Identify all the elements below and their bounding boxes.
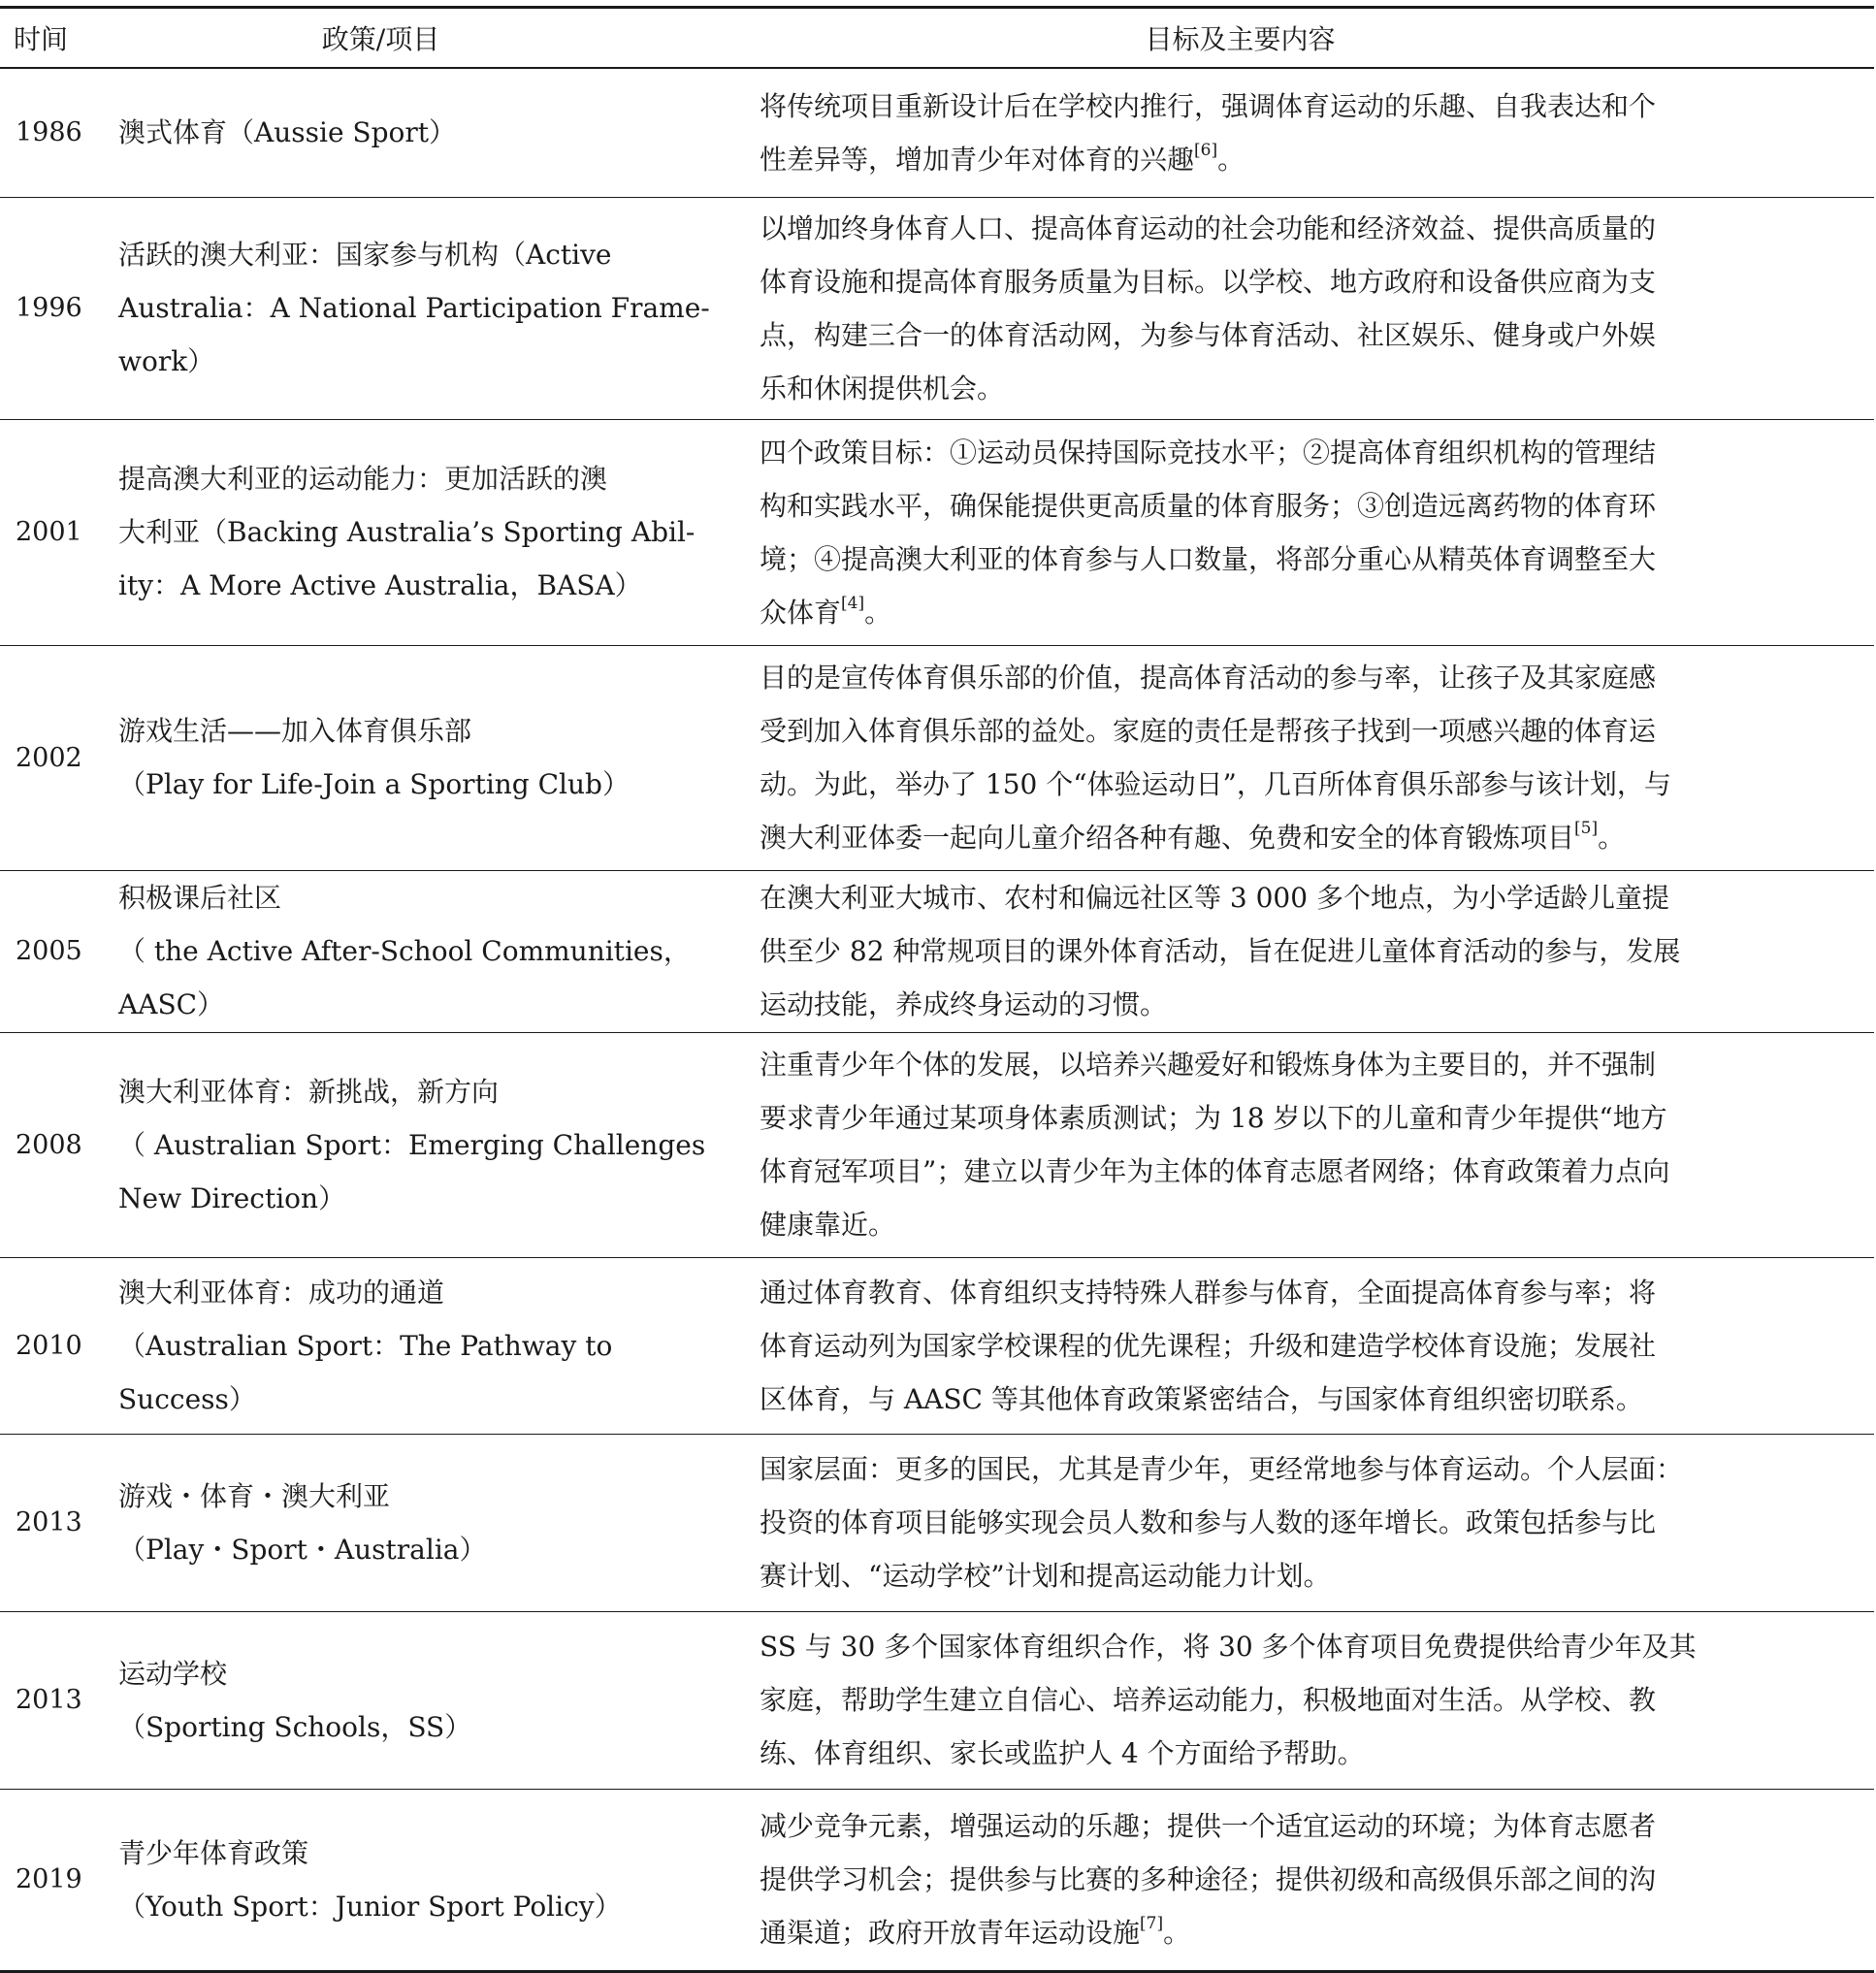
content-text: 众体育 [760,596,842,629]
policy-line: Australia：A National Participation Frame- [118,292,710,324]
policy-line: ity：A More Active Australia，BASA） [118,569,642,601]
policy-line: （Australian Sport：The Pathway to [118,1329,613,1362]
content-text: SS 与 30 多个国家体育组织合作，将 30 多个体育项目免费提供给青少年及其 [760,1631,1697,1663]
policy-table [0,6,1874,1973]
content-line [760,426,1851,479]
table-row [0,645,1874,870]
sentence-end: 。 [1598,822,1626,854]
content-text: 要求青少年通过某项身体素质测试；为 18 岁以下的儿童和青少年提供“地方 [760,1102,1667,1134]
header-content: 目标及主要内容 [732,8,1874,69]
citation-ref: [6] [1194,140,1218,160]
content-text: 性差异等，增加青少年对体育的兴趣 [760,143,1195,176]
content-text: 区体育，与 AASC 等其他体育政策紧密结合，与国家体育组织密切联系。 [760,1382,1643,1415]
policy-line: 运动学校 [118,1657,228,1690]
policy-line: （Play for Life-Join a Sporting Club） [118,768,630,800]
content-line [760,1906,1851,1959]
policy-line: 游戏・体育・澳大利亚 [118,1479,391,1512]
cell-year: 2008 [0,1032,107,1257]
content-line [760,1496,1851,1549]
sentence-end: 。 [1217,143,1245,176]
content-line [760,1442,1851,1496]
cell-policy [107,1032,732,1257]
cell-year: 2002 [0,645,107,870]
cell-content [732,870,1874,1032]
content-text: 供至少 82 种常规项目的课外体育活动，旨在促进儿童体育活动的参与，发展 [760,935,1681,967]
policy-line: AASC） [118,988,225,1020]
cell-year: 2001 [0,419,107,645]
cell-year: 2010 [0,1257,107,1434]
table-header [0,8,1874,69]
content-text: 通过体育教育、体育组织支持特殊人群参与体育，全面提高体育参与率；将 [760,1276,1657,1309]
cell-policy [107,1257,732,1434]
content-line [760,533,1851,586]
policy-line: （Youth Sport：Junior Sport Policy） [118,1890,622,1923]
content-line [760,586,1851,639]
content-text: 目的是宣传体育俱乐部的价值，提高体育活动的参与率，让孩子及其家庭感 [760,662,1657,694]
cell-year: 2005 [0,870,107,1032]
cell-year: 2019 [0,1789,107,1971]
table-row [0,1611,1874,1789]
table-row [0,1434,1874,1611]
content-text: 运动技能，养成终身运动的习惯。 [760,988,1168,1020]
table-row [0,419,1874,645]
content-line [760,1198,1851,1251]
content-text: 四个政策目标：①运动员保持国际竞技水平；②提高体育组织机构的管理结 [760,436,1657,469]
policy-line: （ Australian Sport：Emerging Challenges [118,1128,706,1161]
content-line [760,80,1851,133]
citation-ref: [4] [841,593,865,613]
content-text: 赛计划、“运动学校”计划和提高运动能力计划。 [760,1560,1331,1592]
cell-policy [107,419,732,645]
content-line [760,704,1851,758]
content-line [760,1373,1851,1426]
content-line [760,978,1851,1031]
citation-ref: [5] [1574,819,1599,838]
table-row [0,870,1874,1032]
policy-line: 提高澳大利亚的运动能力：更加活跃的澳 [118,463,608,495]
content-line [760,871,1851,924]
cell-policy [107,1789,732,1971]
policy-line: 澳大利亚体育：新挑战，新方向 [118,1075,500,1108]
policy-line: 活跃的澳大利亚：国家参与机构（Active [118,239,612,271]
content-line [760,1266,1851,1319]
content-line [760,758,1851,811]
cell-policy [107,197,732,419]
cell-policy [107,68,732,197]
cell-content [732,1032,1874,1257]
content-line [760,1091,1851,1145]
content-line [760,1673,1851,1727]
cell-content [732,197,1874,419]
content-line [760,1319,1851,1373]
content-text: 受到加入体育俱乐部的益处。家庭的责任是帮孩子找到一项感兴趣的体育运 [760,715,1657,747]
policy-line: （Play・Sport・Australia） [118,1533,487,1566]
content-text: 投资的体育项目能够实现会员人数和参与人数的逐年增长。政策包括参与比 [760,1506,1657,1538]
content-line [760,255,1851,308]
content-line [760,479,1851,533]
policy-line: New Direction） [118,1181,346,1214]
cell-year: 2013 [0,1611,107,1789]
table-row [0,197,1874,419]
content-text: 动。为此，举办了 150 个“体验运动日”，几百所体育俱乐部参与该计划，与 [760,768,1671,800]
content-line [760,133,1851,186]
cell-policy [107,645,732,870]
content-line [760,1038,1851,1091]
policy-line: Success） [118,1382,256,1415]
content-text: 澳大利亚体委一起向儿童介绍各种有趣、免费和安全的体育锻炼项目 [760,822,1575,854]
content-text: 将传统项目重新设计后在学校内推行，强调体育运动的乐趣、自我表达和个 [760,89,1657,122]
cell-content [732,645,1874,870]
table-row [0,1257,1874,1434]
cell-content [732,419,1874,645]
policy-line: work） [118,345,215,377]
content-text: 点，构建三合一的体育活动网，为参与体育活动、社区娱乐、健身或户外娱 [760,318,1657,351]
content-line [760,202,1851,255]
content-text: 提供学习机会；提供参与比赛的多种途径；提供初级和高级俱乐部之间的沟 [760,1863,1657,1895]
content-line [760,1727,1851,1780]
content-text: 境；④提高澳大利亚的体育参与人口数量，将部分重心从精英体育调整至大 [760,542,1657,575]
content-text: 练、体育组织、家长或监护人 4 个方面给予帮助。 [760,1737,1365,1769]
content-line [760,1145,1851,1198]
header-policy: 政策/项目 [107,8,732,69]
policy-line: （Sporting Schools，SS） [118,1710,472,1743]
table-body [0,68,1874,1971]
cell-content [732,68,1874,197]
content-text: 国家层面：更多的国民，尤其是青少年，更经常地参与体育运动。个人层面： [760,1453,1684,1485]
policy-line: 澳大利亚体育：成功的通道 [118,1276,445,1309]
policy-line: 大利亚（Backing Australia’s Sporting Abil- [118,516,695,548]
cell-year: 1996 [0,197,107,419]
policy-line: 游戏生活——加入体育俱乐部 [118,715,472,747]
cell-content [732,1434,1874,1611]
content-text: 家庭，帮助学生建立自信心、培养运动能力，积极地面对生活。从学校、教 [760,1684,1657,1716]
policy-line: 澳式体育（Aussie Sport） [118,116,457,149]
table-row [0,1789,1874,1971]
cell-policy [107,870,732,1032]
content-line [760,1853,1851,1906]
content-text: 体育设施和提高体育服务质量为目标。以学校、地方政府和设备供应商为支 [760,265,1657,298]
content-text: 乐和休闲提供机会。 [760,372,1005,404]
sentence-end: 。 [864,596,892,629]
citation-ref: [7] [1140,1914,1164,1933]
cell-year: 2013 [0,1434,107,1611]
policy-line: （ the Active After-School Communities， [118,935,691,967]
policy-line: 青少年体育政策 [118,1836,309,1869]
content-line [760,651,1851,704]
content-text: 体育运动列为国家学校课程的优先课程；升级和建造学校体育设施；发展社 [760,1329,1657,1362]
content-text: 以增加终身体育人口、提高体育运动的社会功能和经济效益、提供高质量的 [760,211,1657,244]
cell-policy [107,1434,732,1611]
cell-content [732,1789,1874,1971]
content-text: 体育冠军项目”；建立以青少年为主体的体育志愿者网络；体育政策着力点向 [760,1155,1670,1187]
cell-policy [107,1611,732,1789]
content-line [760,811,1851,864]
cell-content [732,1257,1874,1434]
content-line [760,1620,1851,1673]
content-line [760,1799,1851,1853]
content-text: 在澳大利亚大城市、农村和偏远社区等 3 000 多个地点，为小学适龄儿童提 [760,882,1669,914]
content-line [760,308,1851,362]
content-line [760,1549,1851,1602]
content-line [760,924,1851,978]
content-text: 注重青少年个体的发展，以培养兴趣爱好和锻炼身体为主要目的，并不强制 [760,1049,1657,1081]
policy-line: 积极课后社区 [118,882,282,914]
content-text: 通渠道；政府开放青年运动设施 [760,1917,1141,1949]
header-year: 时间 [0,8,107,69]
table-row [0,1032,1874,1257]
content-line [760,362,1851,415]
sentence-end: 。 [1163,1917,1191,1949]
content-text: 减少竞争元素，增强运动的乐趣；提供一个适宜运动的环境；为体育志愿者 [760,1810,1657,1842]
content-text: 构和实践水平，确保能提供更高质量的体育服务；③创造远离药物的体育环 [760,489,1657,522]
cell-year: 1986 [0,68,107,197]
table-row [0,68,1874,197]
cell-content [732,1611,1874,1789]
content-text: 健康靠近。 [760,1209,896,1241]
